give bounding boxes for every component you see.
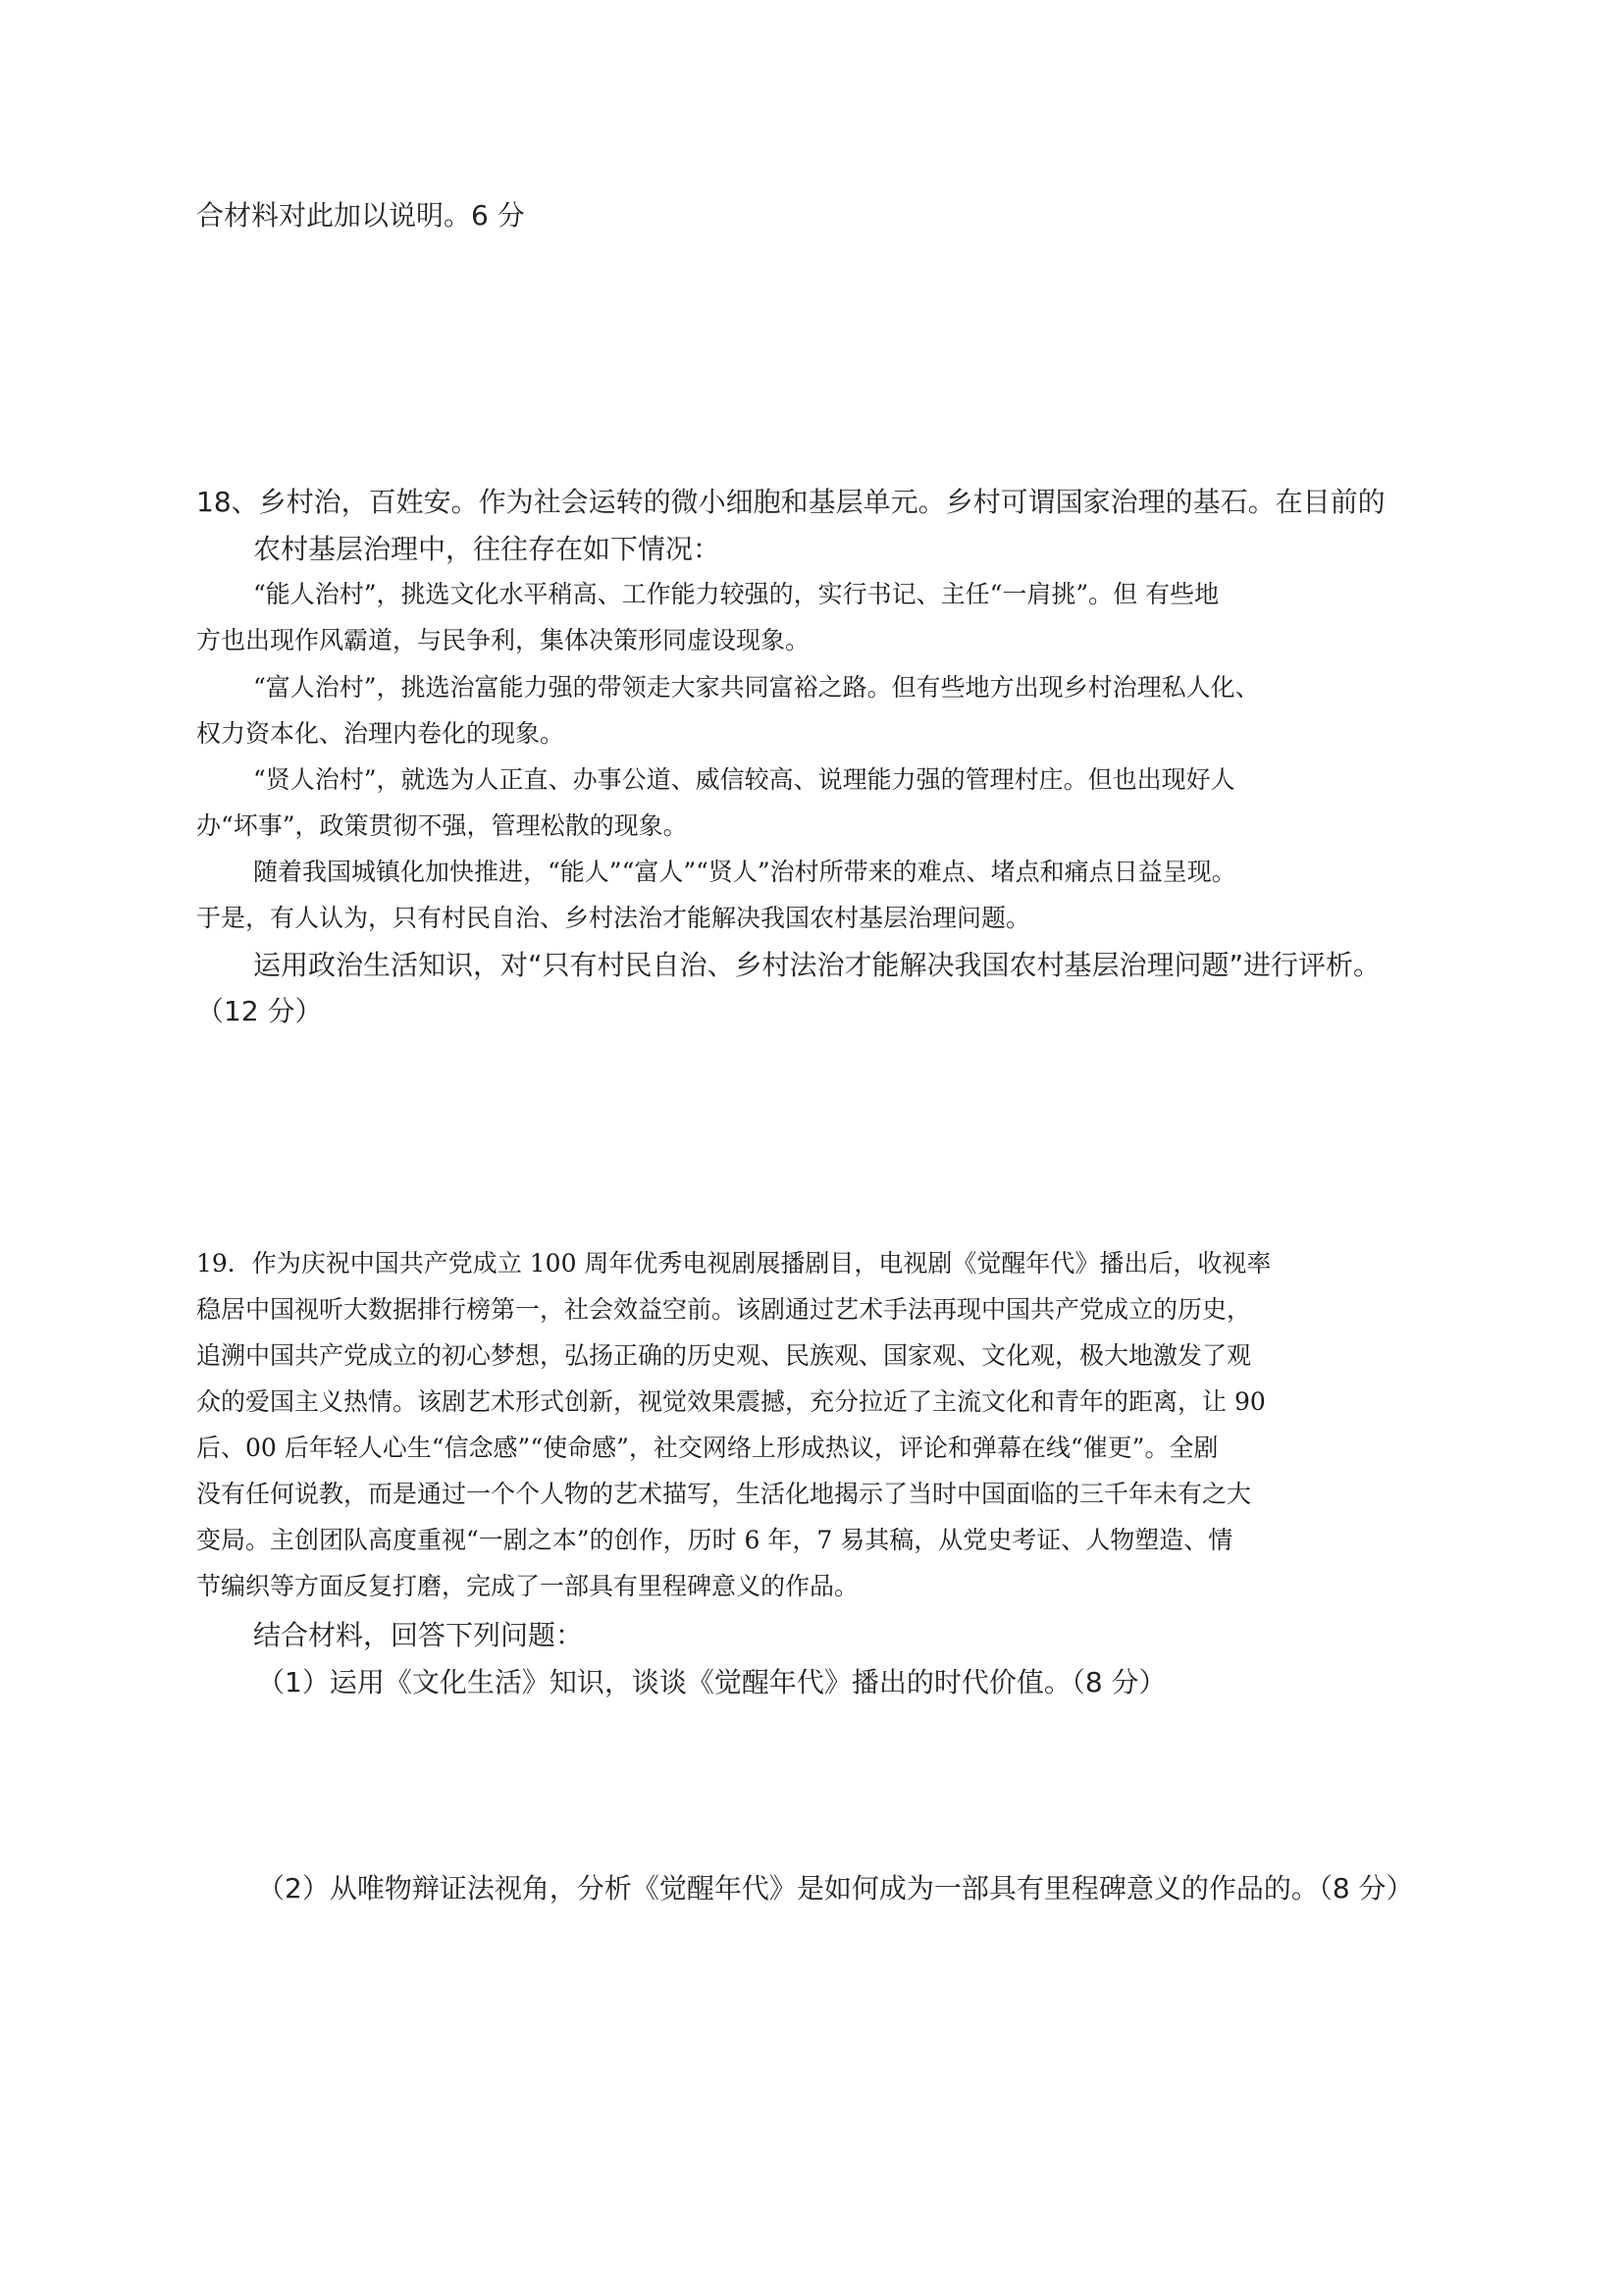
q17-tail-text: 合材料对此加以说明。6 分 bbox=[196, 199, 525, 232]
q18-stem-line1: 18、乡村治，百姓安。作为社会运转的微小细胞和基层单元。乡村可谓国家治理的基石。在目前的 bbox=[196, 486, 1386, 518]
q18-para2-line2: 权力资本化、治理内卷化的现象。 bbox=[196, 719, 565, 748]
q19-material-line8: 节编织等方面反复打磨，完成了一部具有里程碑意义的作品。 bbox=[196, 1572, 860, 1600]
q19-material-line1: 19．作为庆祝中国共产党成立 100 周年优秀电视剧展播剧目，电视剧《觉醒年代》播出后，收视率 bbox=[196, 1249, 1272, 1278]
q18-para4-line1: 随着我国城镇化加快推进，“能人”“富人”“贤人”治村所带来的难点、堵点和痛点日益呈现。 bbox=[253, 858, 1236, 886]
q18-para3-line2: 办“坏事”，政策贯彻不强，管理松散的现象。 bbox=[196, 811, 688, 840]
q18-para1-line2: 方也出现作风霸道，与民争利，集体决策形同虚设现象。 bbox=[196, 626, 811, 654]
q18-task-line2: （12 分） bbox=[196, 995, 323, 1027]
q19-material-line6: 没有任何说教，而是通过一个个人物的艺术描写，生活化地揭示了当时中国面临的三千年未有之大 bbox=[196, 1480, 1252, 1508]
q19-material-line2: 稳居中国视听大数据排行榜第一，社会效益空前。该剧通过艺术手法再现中国共产党成立的历史， bbox=[196, 1295, 1252, 1324]
q18-para4-line2: 于是，有人认为，只有村民自治、乡村法治才能解决我国农村基层治理问题。 bbox=[196, 904, 1031, 932]
q18-task-line1: 运用政治生活知识，对“只有村民自治、乡村法治才能解决我国农村基层治理问题”进行评析。 bbox=[253, 949, 1382, 981]
q18-para2-line1: “富人治村”，挑选治富能力强的带领走大家共同富裕之路。但有些地方出现乡村治理私人化、 bbox=[253, 673, 1260, 702]
q19-material-line4: 众的爱国主义热情。该剧艺术形式创新，视觉效果震撼，充分拉近了主流文化和青年的距离，让 90 bbox=[196, 1387, 1266, 1416]
q19-subquestion-1: （1）运用《文化生活》知识，谈谈《觉醒年代》播出的时代价值。（8 分） bbox=[257, 1666, 1167, 1698]
q19-material-line5: 后、00 后年轻人心生“信念感”“使命感”，社交网络上形成热议，评论和弹幕在线“催更”。全剧 bbox=[196, 1434, 1219, 1462]
q18-stem-line2: 农村基层治理中，往往存在如下情况： bbox=[253, 533, 721, 565]
q19-material-line3: 追溯中国共产党成立的初心梦想，弘扬正确的历史观、民族观、国家观、文化观，极大地激发了观 bbox=[196, 1341, 1252, 1370]
q19-subquestion-2: （2）从唯物辩证法视角，分析《觉醒年代》是如何成为一部具有里程碑意义的作品的。（8 分） bbox=[257, 1872, 1414, 1905]
q18-para1-line1: “能人治村”，挑选文化水平稍高、工作能力较强的，实行书记、主任“一肩挑”。但 有些地 bbox=[253, 580, 1220, 608]
q18-para3-line1: “贤人治村”，就选为人正直、办事公道、威信较高、说理能力强的管理村庄。但也出现好人 bbox=[253, 765, 1235, 794]
q19-material-line7: 变局。主创团队高度重视“一剧之本”的创作，历时 6 年，7 易其稿，从党史考证、人物塑造、情 bbox=[196, 1526, 1233, 1554]
q19-prompt: 结合材料，回答下列问题： bbox=[253, 1619, 584, 1651]
